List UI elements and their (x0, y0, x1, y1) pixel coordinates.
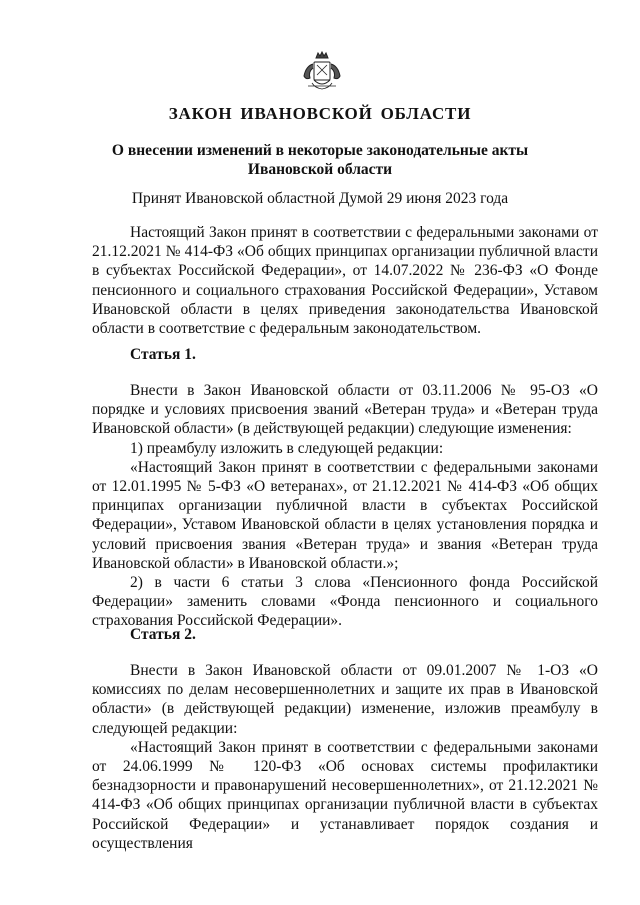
adoption-line: Принят Ивановской областной Думой 29 июня 2023 года (131, 190, 509, 207)
article-2-paragraph-1: Внести в Закон Ивановской области от 09.01.2007 № 1-ОЗ «О комиссиях по делам несовершеннолетних и защите их прав в Ивановской области» (в действующей редакции) изменение, изложив преамбулу в следующей редакции: (92, 662, 598, 737)
law-subtitle (60, 141, 580, 179)
law-title: ЗАКОН ИВАНОВСКОЙ ОБЛАСТИ (168, 104, 472, 123)
article-2-body (92, 661, 598, 853)
article-1-paragraph-2: 1) преамбулу изложить в следующей редакции: (130, 439, 444, 457)
article-2-paragraph-2: «Настоящий Закон принят в соответствии с федеральными законами от 24.06.1999 № 120-ФЗ «Об основах системы профилактики безнадзорности и правонарушений несовершеннолетних», от 21.12.2021 № 414-ФЗ «Об общих принципах организации публичной власти в субъектах Российской Федерации» и устанавливает порядок создания и осуществления (92, 738, 598, 852)
subtitle-line-1: О внесении изменений в некоторые законодательные акты (111, 142, 529, 159)
article-2-heading: Статья 2. (130, 626, 196, 643)
article-1-body (92, 381, 598, 631)
preamble-section (92, 223, 598, 338)
coat-of-arms-icon (302, 50, 342, 92)
article-1-heading: Статья 1. (130, 346, 196, 363)
preamble-paragraph: Настоящий Закон принят в соответствии с федеральными законами от 21.12.2021 № 414-ФЗ «Об общих принципах организации публичной власти в субъектах Российской Федерации», от 14.07.2022 № 236-ФЗ «О Фонде пенсионного и социального страхования Российской Федерации», Уставом Ивановской области в целях приведения законодательства Ивановской области в соответствие с федеральным законодательством. (92, 224, 598, 338)
article-1-paragraph-3: «Настоящий Закон принят в соответствии с федеральными законами от 12.01.1995 № 5-ФЗ «О ветеранах», от 21.12.2021 № 414-ФЗ «Об общих принципах организации публичной власти в субъектах Российской Федерации», Уставом Ивановской области в целях установления порядка и условий присвоения звания «Ветеран труда» и звания «Ветеран труда Ивановской области» в Ивановской области.»; (92, 458, 598, 572)
article-1-paragraph-4: 2) в части 6 статьи 3 слова «Пенсионного фонда Российской Федерации» заменить словами «Фонда пенсионного и социального страхования Российской Федерации». (92, 574, 598, 630)
subtitle-line-2: Ивановской области (247, 161, 393, 178)
article-1-paragraph-1: Внести в Закон Ивановской области от 03.11.2006 № 95-ОЗ «О порядке и условиях присвоения званий «Ветеран труда» и «Ветеран труда Ивановской области» (в действующей редакции) следующие изменения: (92, 382, 598, 438)
